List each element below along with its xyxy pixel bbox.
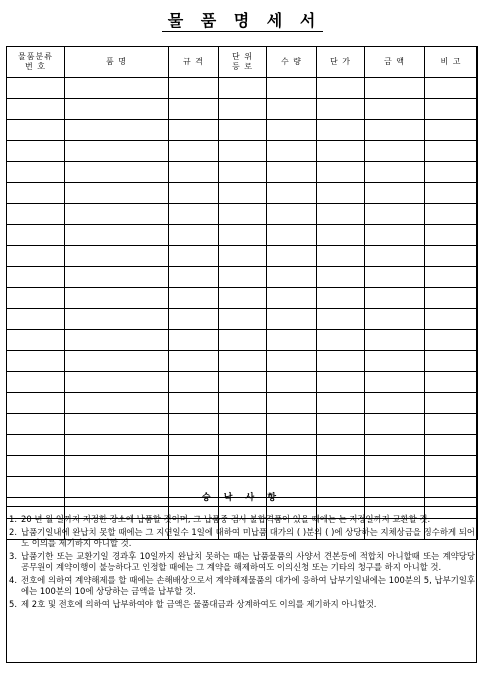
table-cell[interactable] <box>365 99 425 120</box>
table-cell[interactable] <box>365 414 425 435</box>
table-cell[interactable] <box>425 330 478 351</box>
table-cell[interactable] <box>169 204 219 225</box>
column-header-line2: 번 호 <box>25 62 46 71</box>
table-cell[interactable] <box>267 435 317 456</box>
table-cell[interactable] <box>425 162 478 183</box>
table-cell[interactable] <box>219 393 267 414</box>
table-cell[interactable] <box>65 288 169 309</box>
table-cell[interactable] <box>365 309 425 330</box>
table-cell[interactable] <box>425 120 478 141</box>
table-cell[interactable] <box>425 99 478 120</box>
condition-item <box>9 514 475 525</box>
table-cell[interactable] <box>425 351 478 372</box>
table-cell[interactable] <box>317 141 365 162</box>
table-cell[interactable] <box>169 309 219 330</box>
table-cell[interactable] <box>65 330 169 351</box>
table-cell[interactable] <box>317 162 365 183</box>
table-row <box>7 162 478 183</box>
table-cell[interactable] <box>7 204 65 225</box>
column-header <box>7 47 65 78</box>
table-cell[interactable] <box>65 141 169 162</box>
table-cell[interactable] <box>169 435 219 456</box>
column-header <box>267 47 317 78</box>
table-cell[interactable] <box>7 267 65 288</box>
table-cell[interactable] <box>317 351 365 372</box>
table-cell[interactable] <box>317 183 365 204</box>
table-cell[interactable] <box>7 141 65 162</box>
table-row <box>7 225 478 246</box>
column-header-line1: 단 위 <box>232 52 253 61</box>
table-cell[interactable] <box>317 414 365 435</box>
table-cell[interactable] <box>267 162 317 183</box>
table-cell[interactable] <box>65 120 169 141</box>
table-cell[interactable] <box>365 435 425 456</box>
table-cell[interactable] <box>425 267 478 288</box>
table-row <box>7 120 478 141</box>
table-cell[interactable] <box>425 393 478 414</box>
table-row <box>7 99 478 120</box>
column-header-line1: 비 고 <box>440 57 462 66</box>
condition-text: 전호에 의하여 계약해제를 할 때에는 손해배상으로서 계약해제물품의 대가에 응하여 납부기일내에는 100분의 5, 납부기일후에는 100분의 10에 상당하는 금액을 납부할 것. <box>21 575 475 596</box>
table-cell[interactable] <box>65 246 169 267</box>
table-row <box>7 288 478 309</box>
table-header-row <box>7 47 478 78</box>
table-cell[interactable] <box>267 141 317 162</box>
table-cell[interactable] <box>267 267 317 288</box>
table-cell[interactable] <box>219 120 267 141</box>
condition-item <box>9 551 475 573</box>
table-row <box>7 330 478 351</box>
table-cell[interactable] <box>65 414 169 435</box>
table-row <box>7 393 478 414</box>
table-cell[interactable] <box>219 141 267 162</box>
table-row <box>7 246 478 267</box>
table-cell[interactable] <box>169 393 219 414</box>
table-cell[interactable] <box>219 225 267 246</box>
table-cell[interactable] <box>65 267 169 288</box>
table-row <box>7 456 478 477</box>
table-cell[interactable] <box>65 435 169 456</box>
table-cell[interactable] <box>425 246 478 267</box>
table-cell[interactable] <box>65 99 169 120</box>
table-cell[interactable] <box>7 246 65 267</box>
table-cell[interactable] <box>7 183 65 204</box>
table-cell[interactable] <box>365 78 425 99</box>
table-cell[interactable] <box>65 78 169 99</box>
table-cell[interactable] <box>267 372 317 393</box>
table-row <box>7 141 478 162</box>
table-cell[interactable] <box>365 288 425 309</box>
table-cell[interactable] <box>317 267 365 288</box>
table-cell[interactable] <box>267 330 317 351</box>
table-cell[interactable] <box>169 414 219 435</box>
table-cell[interactable] <box>317 204 365 225</box>
table-cell[interactable] <box>365 225 425 246</box>
items-table <box>6 46 478 540</box>
table-cell[interactable] <box>317 309 365 330</box>
table-cell[interactable] <box>219 351 267 372</box>
table-cell[interactable] <box>365 204 425 225</box>
condition-text: 20 년 월 일까지 지정한 장소에 납품할 것이며, 그 납품중 검사 불합격품이 있을 때에는 는 지정일까지 교환할 것. <box>21 514 431 524</box>
table-cell[interactable] <box>425 183 478 204</box>
table-cell[interactable] <box>169 141 219 162</box>
table-cell[interactable] <box>219 78 267 99</box>
table-row <box>7 183 478 204</box>
table-cell[interactable] <box>317 435 365 456</box>
table-cell[interactable] <box>169 351 219 372</box>
condition-number: 3. <box>9 551 17 561</box>
condition-item <box>9 599 475 610</box>
table-cell[interactable] <box>7 99 65 120</box>
column-header-line1: 품 명 <box>106 57 127 66</box>
column-header-line1: 단 가 <box>330 57 351 66</box>
table-cell[interactable] <box>7 351 65 372</box>
table-row <box>7 309 478 330</box>
table-cell[interactable] <box>425 372 478 393</box>
table-cell[interactable] <box>317 225 365 246</box>
table-cell[interactable] <box>425 78 478 99</box>
table-cell[interactable] <box>65 456 169 477</box>
table-row <box>7 204 478 225</box>
table-row <box>7 414 478 435</box>
table-cell[interactable] <box>267 456 317 477</box>
table-cell[interactable] <box>365 393 425 414</box>
table-row <box>7 78 478 99</box>
table-cell[interactable] <box>169 120 219 141</box>
table-cell[interactable] <box>219 162 267 183</box>
table-row <box>7 372 478 393</box>
table-cell[interactable] <box>317 288 365 309</box>
table-cell[interactable] <box>7 456 65 477</box>
table-cell[interactable] <box>219 204 267 225</box>
table-cell[interactable] <box>365 141 425 162</box>
table-cell[interactable] <box>425 435 478 456</box>
table-cell[interactable] <box>7 330 65 351</box>
table-cell[interactable] <box>219 246 267 267</box>
table-cell[interactable] <box>7 120 65 141</box>
table-cell[interactable] <box>425 225 478 246</box>
table-cell[interactable] <box>169 456 219 477</box>
table-cell[interactable] <box>7 435 65 456</box>
table-cell[interactable] <box>169 225 219 246</box>
table-cell[interactable] <box>425 456 478 477</box>
conditions-title: 승 낙 사 항 <box>201 493 282 503</box>
table-cell[interactable] <box>267 414 317 435</box>
table-cell[interactable] <box>219 372 267 393</box>
table-cell[interactable] <box>7 372 65 393</box>
table-cell[interactable] <box>317 99 365 120</box>
table-cell[interactable] <box>7 225 65 246</box>
table-cell[interactable] <box>7 414 65 435</box>
column-header-line1: 물품분류 <box>18 52 53 61</box>
condition-text: 납품기한 또는 교환기일 경과후 10일까지 완납치 못하는 때는 납품물품의 사양서 견본등에 적합치 아니할때 또는 계약당당 공무원이 계약이행이 불능하다고 인정할 때에는 그 계약을 해제하여도 이의신청 또는 기타의 청구를 하지 아니할 것. <box>21 551 475 572</box>
table-cell[interactable] <box>219 309 267 330</box>
column-header <box>317 47 365 78</box>
table-cell[interactable] <box>365 456 425 477</box>
condition-number: 1. <box>9 514 17 524</box>
table-cell[interactable] <box>219 435 267 456</box>
table-cell[interactable] <box>425 141 478 162</box>
table-cell[interactable] <box>7 309 65 330</box>
table-cell[interactable] <box>169 330 219 351</box>
table-cell[interactable] <box>169 288 219 309</box>
condition-item <box>9 527 475 549</box>
table-cell[interactable] <box>219 288 267 309</box>
table-cell[interactable] <box>169 78 219 99</box>
table-cell[interactable] <box>425 204 478 225</box>
table-cell[interactable] <box>219 414 267 435</box>
table-cell[interactable] <box>267 78 317 99</box>
table-cell[interactable] <box>65 372 169 393</box>
table-cell[interactable] <box>7 393 65 414</box>
table-cell[interactable] <box>317 78 365 99</box>
conditions-section <box>6 484 477 663</box>
table-cell[interactable] <box>425 288 478 309</box>
table-cell[interactable] <box>267 225 317 246</box>
table-cell[interactable] <box>65 162 169 183</box>
table-cell[interactable] <box>219 456 267 477</box>
table-cell[interactable] <box>219 183 267 204</box>
table-row <box>7 267 478 288</box>
table-cell[interactable] <box>365 183 425 204</box>
condition-text: 제 2호 및 전호에 의하여 납부하여야 할 금액은 물품대금과 상계하여도 이의를 제기하지 아니할것. <box>21 599 377 609</box>
table-cell[interactable] <box>425 309 478 330</box>
table-body <box>7 78 478 540</box>
column-header-line1: 수 량 <box>281 57 302 66</box>
table-cell[interactable] <box>169 246 219 267</box>
table-row <box>7 435 478 456</box>
document-title-text: 물 품 명 세 서 <box>162 11 324 32</box>
table-cell[interactable] <box>219 330 267 351</box>
condition-number: 5. <box>9 599 17 609</box>
table-cell[interactable] <box>219 267 267 288</box>
table-cell[interactable] <box>169 267 219 288</box>
table-cell[interactable] <box>267 309 317 330</box>
table-cell[interactable] <box>317 393 365 414</box>
table-cell[interactable] <box>7 162 65 183</box>
table-cell[interactable] <box>365 120 425 141</box>
condition-text: 납품기일내에 완납치 못할 때에는 그 지연일수 1일에 대하여 미납품 대가의 ( )분의 ( )에 상당하는 지체상금을 징수하게 되어도 이의를 제기하지 아니할 것. <box>21 527 475 548</box>
table-cell[interactable] <box>365 372 425 393</box>
condition-item <box>9 575 475 597</box>
table-cell[interactable] <box>267 393 317 414</box>
table-cell[interactable] <box>317 246 365 267</box>
table-cell[interactable] <box>267 351 317 372</box>
table-cell[interactable] <box>65 225 169 246</box>
conditions-divider <box>6 506 477 507</box>
column-header <box>169 47 219 78</box>
table-cell[interactable] <box>267 120 317 141</box>
table-cell[interactable] <box>169 99 219 120</box>
table-cell[interactable] <box>219 99 267 120</box>
table-cell[interactable] <box>425 414 478 435</box>
conditions-list <box>9 514 475 612</box>
column-header <box>219 47 267 78</box>
column-header <box>425 47 478 78</box>
table-cell[interactable] <box>65 309 169 330</box>
column-header-line2: 등 로 <box>232 62 253 71</box>
column-header <box>365 47 425 78</box>
column-header <box>65 47 169 78</box>
table-cell[interactable] <box>267 204 317 225</box>
condition-number: 4. <box>9 575 17 585</box>
table-cell[interactable] <box>267 288 317 309</box>
column-header-line1: 규 격 <box>183 57 204 66</box>
table-cell[interactable] <box>65 351 169 372</box>
column-header-line1: 금 액 <box>384 57 405 66</box>
table-cell[interactable] <box>267 99 317 120</box>
table-cell[interactable] <box>365 267 425 288</box>
table-cell[interactable] <box>365 162 425 183</box>
table-cell[interactable] <box>267 246 317 267</box>
table-cell[interactable] <box>365 330 425 351</box>
table-cell[interactable] <box>65 183 169 204</box>
table-cell[interactable] <box>317 456 365 477</box>
table-cell[interactable] <box>317 120 365 141</box>
table-cell[interactable] <box>169 372 219 393</box>
table-cell[interactable] <box>65 204 169 225</box>
table-row <box>7 351 478 372</box>
table-cell[interactable] <box>365 351 425 372</box>
table-cell[interactable] <box>7 78 65 99</box>
condition-number: 2. <box>9 527 17 537</box>
table-cell[interactable] <box>267 183 317 204</box>
table-cell[interactable] <box>317 372 365 393</box>
document-title <box>0 8 485 31</box>
table-cell[interactable] <box>7 288 65 309</box>
table-cell[interactable] <box>169 162 219 183</box>
table-cell[interactable] <box>65 393 169 414</box>
table-cell[interactable] <box>365 246 425 267</box>
table-cell[interactable] <box>169 183 219 204</box>
table-cell[interactable] <box>317 330 365 351</box>
